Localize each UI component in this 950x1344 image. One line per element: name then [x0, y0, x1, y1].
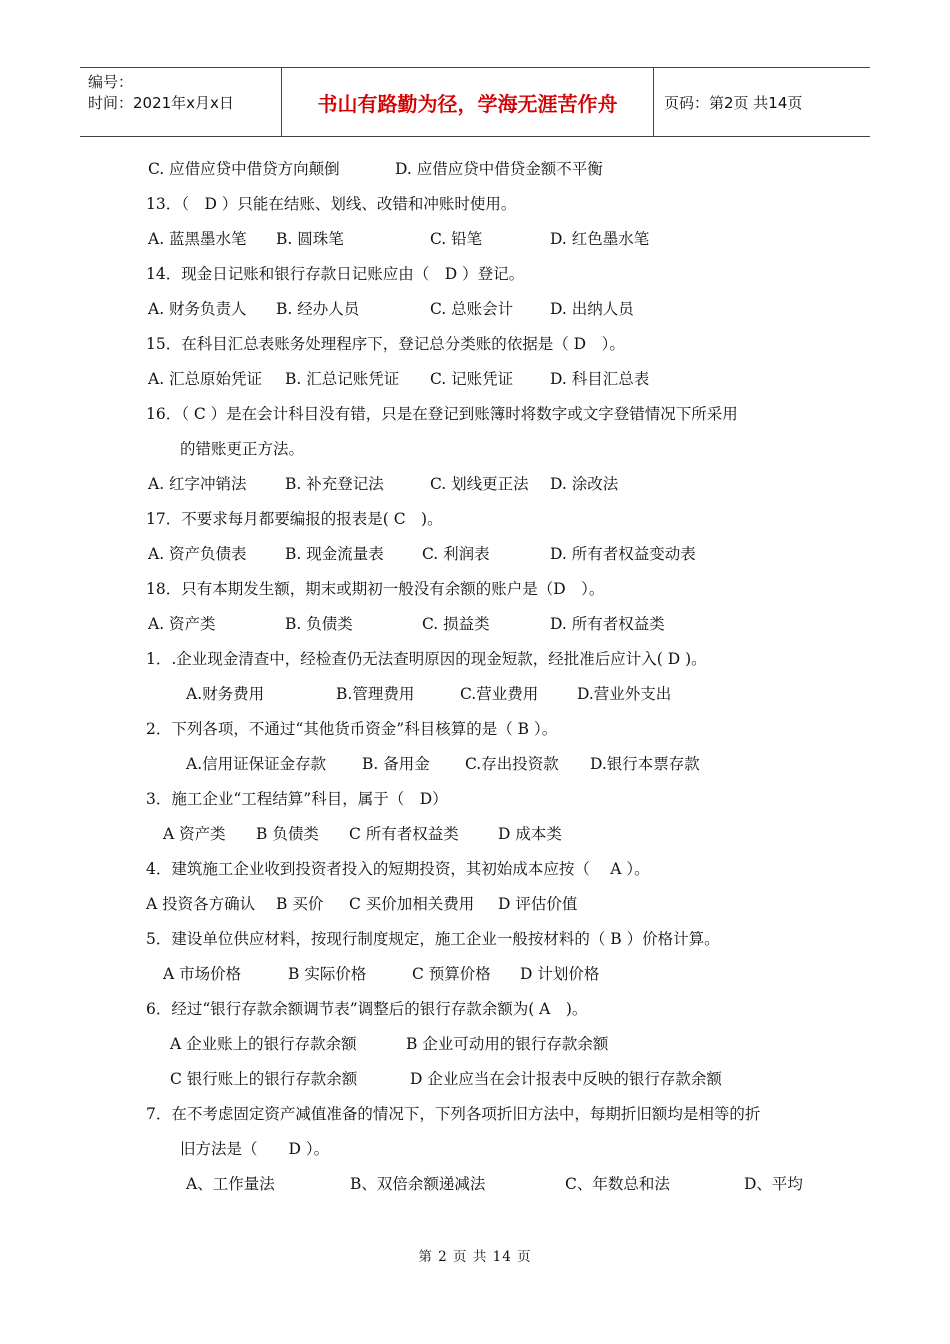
line-text: A. 资产类 — [148, 615, 216, 633]
line-text: D. 科目汇总表 — [550, 370, 650, 388]
text-line — [0, 992, 950, 1027]
line-text: B 实际价格 — [288, 965, 367, 983]
text-line — [0, 1132, 950, 1167]
line-text: D.银行本票存款 — [590, 755, 700, 773]
text-line — [0, 432, 950, 467]
text-line — [0, 957, 950, 992]
line-text: A 资产类 — [163, 825, 226, 843]
line-text: C. 应借应贷中借贷方向颠倒 — [148, 160, 340, 178]
line-text: B. 补充登记法 — [285, 475, 384, 493]
line-text: C. 划线更正法 — [430, 475, 529, 493]
line-text: D.营业外支出 — [577, 685, 672, 703]
line-text: D 成本类 — [498, 825, 562, 843]
text-line — [0, 782, 950, 817]
line-text: A 市场价格 — [163, 965, 242, 983]
line-text: A. 红字冲销法 — [148, 475, 247, 493]
text-line — [0, 502, 950, 537]
text-line — [0, 712, 950, 747]
line-text: B.管理费用 — [336, 685, 415, 703]
line-text: 14．现金日记账和银行存款日记账应由（ D ）登记。 — [146, 265, 525, 283]
text-line — [0, 1062, 950, 1097]
line-text: 旧方法是（ D ）。 — [180, 1140, 330, 1158]
line-text: 1．.企业现金清查中，经检查仍无法查明原因的现金短款，经批准后应计入( D )。 — [146, 650, 707, 668]
line-text: 17．不要求每月都要编报的报表是( C )。 — [146, 510, 443, 528]
text-line — [0, 852, 950, 887]
line-text: A 投资各方确认 — [146, 895, 256, 913]
line-text: 7．在不考虑固定资产减值准备的情况下，下列各项折旧方法中，每期折旧额均是相等的折 — [146, 1105, 761, 1123]
line-text: D 企业应当在会计报表中反映的银行存款余额 — [410, 1070, 722, 1088]
text-line — [0, 187, 950, 222]
line-text: 6．经过“银行存款余额调节表”调整后的银行存款余额为( A )。 — [146, 1000, 588, 1018]
text-line — [0, 362, 950, 397]
line-text: C. 铅笔 — [430, 230, 483, 248]
line-text: B. 备用金 — [362, 755, 430, 773]
line-text: B. 经办人员 — [276, 300, 360, 318]
text-line — [0, 887, 950, 922]
line-text: C 银行账上的银行存款余额 — [170, 1070, 358, 1088]
line-text: A、工作量法 — [186, 1175, 275, 1193]
text-line — [0, 257, 950, 292]
text-line — [0, 397, 950, 432]
line-text: D. 涂改法 — [550, 475, 619, 493]
line-text: D、平均 — [744, 1175, 803, 1193]
text-line — [0, 607, 950, 642]
text-line — [0, 292, 950, 327]
line-text: C 预算价格 — [412, 965, 491, 983]
text-line — [0, 467, 950, 502]
text-line — [0, 1027, 950, 1062]
line-text: 5．建设单位供应材料，按现行制度规定，施工企业一般按材料的（ B ）价格计算。 — [146, 930, 720, 948]
line-text: A. 资产负债表 — [148, 545, 247, 563]
line-text: C. 总账会计 — [430, 300, 514, 318]
header-motto — [282, 68, 654, 136]
line-text: B. 圆珠笔 — [276, 230, 344, 248]
line-text: A 企业账上的银行存款余额 — [170, 1035, 357, 1053]
line-text: D 计划价格 — [520, 965, 600, 983]
text-line — [0, 817, 950, 852]
line-text: B. 汇总记账凭证 — [285, 370, 400, 388]
line-text: A.信用证保证金存款 — [186, 755, 327, 773]
line-text: C 所有者权益类 — [349, 825, 459, 843]
line-text: C、年数总和法 — [565, 1175, 670, 1193]
document-date: 时间：2021年x月x日 — [88, 94, 234, 112]
line-text: C. 利润表 — [422, 545, 490, 563]
header-page-info — [654, 68, 870, 136]
text-line — [0, 572, 950, 607]
line-text: B. 负债类 — [285, 615, 353, 633]
text-line — [0, 152, 950, 187]
line-text: C. 损益类 — [422, 615, 490, 633]
line-text: 15．在科目汇总表账务处理程序下，登记总分类账的依据是（ D ）。 — [146, 335, 625, 353]
page-header — [80, 67, 870, 137]
line-text: 的错账更正方法。 — [180, 440, 305, 458]
header-meta — [80, 68, 282, 136]
line-text: D. 出纳人员 — [550, 300, 634, 318]
line-text: C.存出投资款 — [465, 755, 559, 773]
line-text: D 评估价值 — [498, 895, 578, 913]
line-text: B 企业可动用的银行存款余额 — [406, 1035, 609, 1053]
text-line — [0, 537, 950, 572]
line-text: D. 所有者权益类 — [550, 615, 665, 633]
line-text: B. 现金流量表 — [285, 545, 384, 563]
line-text: A. 财务负责人 — [148, 300, 247, 318]
text-line — [0, 922, 950, 957]
text-line — [0, 677, 950, 712]
document-body — [0, 152, 950, 1202]
page-info-text: 页码：第2页 共14页 — [664, 93, 803, 112]
line-text: C.营业费用 — [460, 685, 539, 703]
line-text: 2．下列各项，不通过“其他货币资金”科目核算的是（ B ）。 — [146, 720, 558, 738]
line-text: 13．（ D ）只能在结账、划线、改错和冲账时使用。 — [146, 195, 517, 213]
line-text: D. 所有者权益变动表 — [550, 545, 696, 563]
motto-text: 书山有路勤为径，学海无涯苦作舟 — [317, 91, 618, 116]
text-line — [0, 1097, 950, 1132]
text-line — [0, 222, 950, 257]
line-text: C. 记账凭证 — [430, 370, 514, 388]
text-line — [0, 747, 950, 782]
text-line — [0, 642, 950, 677]
text-line — [0, 327, 950, 362]
line-text: C 买价加相关费用 — [349, 895, 475, 913]
line-text: A. 汇总原始凭证 — [148, 370, 263, 388]
line-text: A. 蓝黑墨水笔 — [148, 230, 247, 248]
line-text: B、双倍余额递减法 — [350, 1175, 486, 1193]
line-text: 3．施工企业“工程结算”科目，属于（ D） — [146, 790, 448, 808]
line-text: D. 红色墨水笔 — [550, 230, 650, 248]
line-text: 4．建筑施工企业收到投资者投入的短期投资，其初始成本应按（ A ）。 — [146, 860, 650, 878]
line-text: D. 应借应贷中借贷金额不平衡 — [395, 160, 603, 178]
document-code-label: 编号： — [88, 73, 134, 91]
page-footer: 第 2 页 共 14 页 — [418, 1249, 532, 1265]
line-text: B 买价 — [276, 895, 324, 913]
line-text: A.财务费用 — [186, 685, 265, 703]
line-text: 18．只有本期发生额，期末或期初一般没有余额的账户是（D ）。 — [146, 580, 605, 598]
line-text: 16．（ C ）是在会计科目没有错，只是在登记到账簿时将数字或文字登错情况下所采用 — [146, 405, 738, 423]
text-line — [0, 1167, 950, 1202]
line-text: B 负债类 — [256, 825, 319, 843]
